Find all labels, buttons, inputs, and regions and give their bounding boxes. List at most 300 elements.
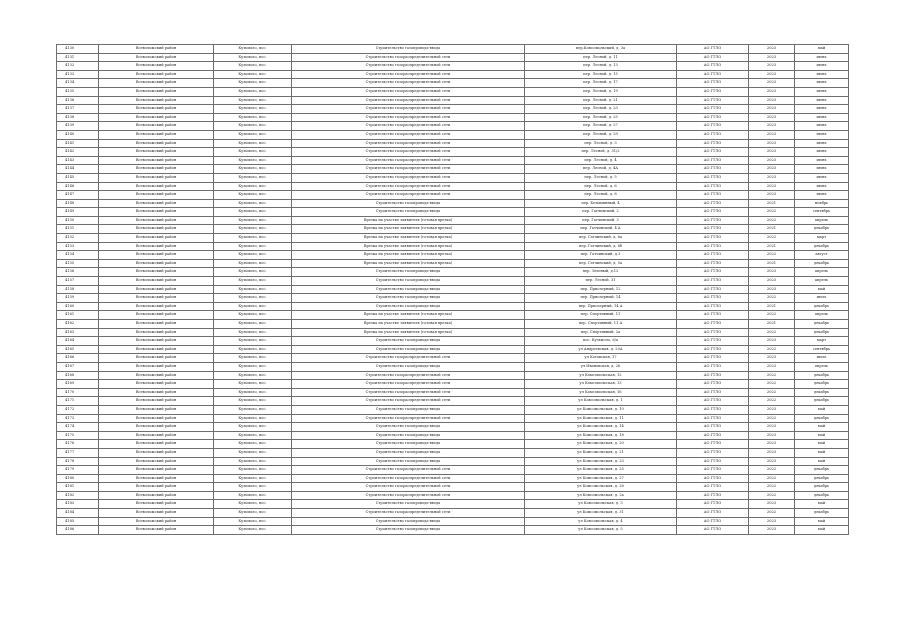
work-type-cell: Строительство газораспределительной сети bbox=[292, 79, 525, 88]
table-row bbox=[57, 474, 849, 483]
organization-cell: АО ГТЛО bbox=[677, 414, 749, 423]
organization-cell: АО ГТЛО bbox=[677, 199, 749, 208]
table-row bbox=[57, 457, 849, 466]
district-cell: Всеволожский район bbox=[99, 45, 214, 54]
address-cell: ул Комсомольская, д. 28 bbox=[525, 483, 677, 492]
row-number: 4167 bbox=[57, 362, 99, 371]
organization-cell: АО ГТЛО bbox=[677, 130, 749, 139]
row-number: 4163 bbox=[57, 328, 99, 337]
work-type-cell: Строительство газораспределительной сети bbox=[292, 474, 525, 483]
address-cell: пер. Лесной, д. 23 bbox=[525, 105, 677, 114]
row-number: 4153 bbox=[57, 242, 99, 251]
table-row bbox=[57, 62, 849, 71]
row-number: 4177 bbox=[57, 448, 99, 457]
row-number: 4157 bbox=[57, 277, 99, 286]
table-row bbox=[57, 277, 849, 286]
organization-cell: АО ГТЛО bbox=[677, 466, 749, 475]
address-cell: пер. Гатчинский, 3 bbox=[525, 216, 677, 225]
year-cell: 2023 bbox=[749, 423, 795, 432]
month-cell: июнь bbox=[795, 70, 849, 79]
organization-cell: АО ГТЛО bbox=[677, 294, 749, 303]
month-cell: декабрь bbox=[795, 414, 849, 423]
work-type-cell: Строительство газораспределительной сети bbox=[292, 397, 525, 406]
year-cell: 2023 bbox=[749, 148, 795, 157]
month-cell: июнь bbox=[795, 96, 849, 105]
row-number: 4181 bbox=[57, 483, 99, 492]
address-cell: пер. Лесной, д. 11 bbox=[525, 53, 677, 62]
table-row bbox=[57, 225, 849, 234]
district-cell: Всеволожский район bbox=[99, 457, 214, 466]
work-type-cell: Врезка на участке заявителя (готовая врезка) bbox=[292, 259, 525, 268]
district-cell: Всеволожский район bbox=[99, 302, 214, 311]
address-cell: пер. Лесной, д. 19 bbox=[525, 87, 677, 96]
work-type-cell: Строительство газопровода-ввода bbox=[292, 268, 525, 277]
table-row bbox=[57, 96, 849, 105]
row-number: 4175 bbox=[57, 431, 99, 440]
district-cell: Всеволожский район bbox=[99, 354, 214, 363]
address-cell: ул Андреевская, д. 20А bbox=[525, 345, 677, 354]
year-cell: 2023 bbox=[749, 405, 795, 414]
work-type-cell: Строительство газораспределительной сети bbox=[292, 354, 525, 363]
organization-cell: АО ГТЛО bbox=[677, 62, 749, 71]
district-cell: Всеволожский район bbox=[99, 139, 214, 148]
locality-cell: Кузьмоло, пос. bbox=[214, 148, 292, 157]
locality-cell: Кузьмоло, пос. bbox=[214, 182, 292, 191]
work-type-cell: Строительство газопровода-ввода bbox=[292, 431, 525, 440]
row-number: 4158 bbox=[57, 285, 99, 294]
row-number: 4176 bbox=[57, 440, 99, 449]
address-cell: пер. Приозерный, 12 bbox=[525, 285, 677, 294]
row-number: 4162 bbox=[57, 320, 99, 329]
row-number: 4174 bbox=[57, 423, 99, 432]
year-cell: 2023 bbox=[749, 96, 795, 105]
address-cell: пер. Гатчинский, д. 6б bbox=[525, 242, 677, 251]
table-row bbox=[57, 500, 849, 509]
year-cell: 2023 bbox=[749, 457, 795, 466]
year-cell: 2023 bbox=[749, 517, 795, 526]
address-cell: пер. Спортивный, 2а bbox=[525, 328, 677, 337]
table-row bbox=[57, 526, 849, 535]
work-type-cell: Строительство газораспределительной сети bbox=[292, 62, 525, 71]
address-cell: ул Комсомольская, д. 2а bbox=[525, 491, 677, 500]
work-type-cell: Строительство газопровода-ввода bbox=[292, 45, 525, 54]
work-type-cell: Строительство газопровода-ввода bbox=[292, 208, 525, 217]
locality-cell: Кузьмоло, пос. bbox=[214, 130, 292, 139]
month-cell: июнь bbox=[795, 148, 849, 157]
address-cell: пер. Гатчинский, д. 5а bbox=[525, 259, 677, 268]
month-cell: апрель bbox=[795, 277, 849, 286]
address-cell: пер. Лесной, д. 17 bbox=[525, 79, 677, 88]
row-number: 4144 bbox=[57, 165, 99, 174]
row-number: 4179 bbox=[57, 466, 99, 475]
year-cell: 2023 bbox=[749, 105, 795, 114]
organization-cell: АО ГТЛО bbox=[677, 268, 749, 277]
address-cell: ул Котовская, 17 bbox=[525, 354, 677, 363]
district-cell: Всеволожский район bbox=[99, 259, 214, 268]
work-type-cell: Строительство газопровода-ввода bbox=[292, 302, 525, 311]
year-cell: 2023 bbox=[749, 70, 795, 79]
month-cell: декабрь bbox=[795, 474, 849, 483]
locality-cell: Кузьмоло, пос. bbox=[214, 294, 292, 303]
row-number: 4185 bbox=[57, 517, 99, 526]
work-type-cell: Строительство газопровода-ввода bbox=[292, 345, 525, 354]
address-cell: ул Комсомольская, 16 bbox=[525, 388, 677, 397]
table-row bbox=[57, 302, 849, 311]
locality-cell: Кузьмоло, пос. bbox=[214, 87, 292, 96]
year-cell: 2023 bbox=[749, 277, 795, 286]
year-cell: 2022 bbox=[749, 414, 795, 423]
organization-cell: АО ГТЛО bbox=[677, 483, 749, 492]
table-row bbox=[57, 362, 849, 371]
row-number: 4160 bbox=[57, 302, 99, 311]
locality-cell: Кузьмоло, пос. bbox=[214, 423, 292, 432]
organization-cell: АО ГТЛО bbox=[677, 328, 749, 337]
year-cell: 2023 bbox=[749, 182, 795, 191]
address-cell: пер. Лесной, д. 29 bbox=[525, 130, 677, 139]
locality-cell: Кузьмоло, пос. bbox=[214, 105, 292, 114]
row-number: 4161 bbox=[57, 311, 99, 320]
work-type-cell: Строительство газораспределительной сети bbox=[292, 96, 525, 105]
table-row bbox=[57, 397, 849, 406]
organization-cell: АО ГТЛО bbox=[677, 216, 749, 225]
work-type-cell: Строительство газораспределительной сети bbox=[292, 483, 525, 492]
district-cell: Всеволожский район bbox=[99, 173, 214, 182]
table-row bbox=[57, 139, 849, 148]
row-number: 4143 bbox=[57, 156, 99, 165]
table-row bbox=[57, 182, 849, 191]
work-type-cell: Строительство газораспределительной сети bbox=[292, 105, 525, 114]
year-cell: 2023 bbox=[749, 130, 795, 139]
table-row bbox=[57, 79, 849, 88]
work-type-cell: Строительство газораспределительной сети bbox=[292, 509, 525, 518]
month-cell: июнь bbox=[795, 139, 849, 148]
locality-cell: Кузьмоло, пос. bbox=[214, 354, 292, 363]
work-type-cell: Врезка на участке заявителя (готовая врезка) bbox=[292, 311, 525, 320]
locality-cell: Кузьмоло, пос. bbox=[214, 371, 292, 380]
table-row bbox=[57, 337, 849, 346]
organization-cell: АО ГТЛО bbox=[677, 45, 749, 54]
organization-cell: АО ГТЛО bbox=[677, 440, 749, 449]
year-cell: 2021 bbox=[749, 242, 795, 251]
work-type-cell: Строительство газопровода-ввода bbox=[292, 337, 525, 346]
work-type-cell: Строительство газораспределительной сети bbox=[292, 122, 525, 131]
year-cell: 2022 bbox=[749, 294, 795, 303]
row-number: 4139 bbox=[57, 122, 99, 131]
year-cell: 2021 bbox=[749, 259, 795, 268]
locality-cell: Кузьмоло, пос. bbox=[214, 448, 292, 457]
month-cell: апрель bbox=[795, 216, 849, 225]
district-cell: Всеволожский район bbox=[99, 242, 214, 251]
month-cell: декабрь bbox=[795, 302, 849, 311]
district-cell: Всеволожский район bbox=[99, 423, 214, 432]
locality-cell: Кузьмоло, пос. bbox=[214, 242, 292, 251]
organization-cell: АО ГТЛО bbox=[677, 526, 749, 535]
month-cell: декабрь bbox=[795, 388, 849, 397]
year-cell: 2023 bbox=[749, 500, 795, 509]
district-cell: Всеволожский район bbox=[99, 156, 214, 165]
organization-cell: АО ГТЛО bbox=[677, 165, 749, 174]
year-cell: 2023 bbox=[749, 268, 795, 277]
organization-cell: АО ГТЛО bbox=[677, 423, 749, 432]
locality-cell: Кузьмоло, пос. bbox=[214, 311, 292, 320]
year-cell: 2022 bbox=[749, 466, 795, 475]
district-cell: Всеволожский район bbox=[99, 414, 214, 423]
work-type-cell: Строительство газораспределительной сети bbox=[292, 173, 525, 182]
district-cell: Всеволожский район bbox=[99, 234, 214, 243]
year-cell: 2023 bbox=[749, 45, 795, 54]
organization-cell: АО ГТЛО bbox=[677, 105, 749, 114]
year-cell: 2022 bbox=[749, 208, 795, 217]
work-type-cell: Строительство газораспределительной сети bbox=[292, 491, 525, 500]
address-cell: пер. Лесной, 31 bbox=[525, 277, 677, 286]
address-cell: пер. Лесной, д. 27 bbox=[525, 122, 677, 131]
locality-cell: Кузьмоло, пос. bbox=[214, 388, 292, 397]
locality-cell: Кузьмоло, пос. bbox=[214, 509, 292, 518]
organization-cell: АО ГТЛО bbox=[677, 380, 749, 389]
year-cell: 2023 bbox=[749, 285, 795, 294]
month-cell: июнь bbox=[795, 53, 849, 62]
address-cell: ул Комсомольская, д. 27 bbox=[525, 474, 677, 483]
table-row bbox=[57, 466, 849, 475]
table-row bbox=[57, 259, 849, 268]
district-cell: Всеволожский район bbox=[99, 500, 214, 509]
district-cell: Всеволожский район bbox=[99, 87, 214, 96]
district-cell: Всеволожский район bbox=[99, 440, 214, 449]
locality-cell: Кузьмоло, пос. bbox=[214, 113, 292, 122]
district-cell: Всеволожский район bbox=[99, 320, 214, 329]
table-row bbox=[57, 448, 849, 457]
organization-cell: АО ГТЛО bbox=[677, 431, 749, 440]
organization-cell: АО ГТЛО bbox=[677, 337, 749, 346]
locality-cell: Кузьмоло, пос. bbox=[214, 474, 292, 483]
document-sheet bbox=[56, 44, 848, 535]
work-type-cell: Строительство газопровода-ввода bbox=[292, 440, 525, 449]
month-cell: июль bbox=[795, 294, 849, 303]
table-row bbox=[57, 87, 849, 96]
work-type-cell: Строительство газопровода-ввода bbox=[292, 362, 525, 371]
row-number: 4133 bbox=[57, 70, 99, 79]
month-cell: май bbox=[795, 448, 849, 457]
table-row bbox=[57, 431, 849, 440]
district-cell: Всеволожский район bbox=[99, 311, 214, 320]
locality-cell: Кузьмоло, пос. bbox=[214, 70, 292, 79]
work-type-cell: Строительство газопровода-ввода bbox=[292, 500, 525, 509]
address-cell: ул Комсомольская, д. 31 bbox=[525, 509, 677, 518]
organization-cell: АО ГТЛО bbox=[677, 148, 749, 157]
table-row bbox=[57, 311, 849, 320]
district-cell: Всеволожский район bbox=[99, 79, 214, 88]
row-number: 4168 bbox=[57, 371, 99, 380]
address-cell: ул Комсомольская, д. 20 bbox=[525, 440, 677, 449]
address-cell: пер. Спортивный, 11 А bbox=[525, 320, 677, 329]
year-cell: 2022 bbox=[749, 234, 795, 243]
row-number: 4146 bbox=[57, 182, 99, 191]
month-cell: июнь bbox=[795, 105, 849, 114]
address-cell: пер. Безымянный, 4 bbox=[525, 199, 677, 208]
work-type-cell: Строительство газораспределительной сети bbox=[292, 388, 525, 397]
month-cell: декабрь bbox=[795, 225, 849, 234]
year-cell: 2023 bbox=[749, 526, 795, 535]
locality-cell: Кузьмоло, пос. bbox=[214, 405, 292, 414]
year-cell: 2023 bbox=[749, 440, 795, 449]
year-cell: 2023 bbox=[749, 431, 795, 440]
locality-cell: Кузьмоло, пос. bbox=[214, 208, 292, 217]
month-cell: июнь bbox=[795, 113, 849, 122]
address-cell: ул Комсомольская, д. 3 bbox=[525, 500, 677, 509]
organization-cell: АО ГТЛО bbox=[677, 388, 749, 397]
locality-cell: Кузьмоло, пос. bbox=[214, 53, 292, 62]
year-cell: 2023 bbox=[749, 79, 795, 88]
work-type-cell: Строительство газопровода-ввода bbox=[292, 526, 525, 535]
row-number: 4171 bbox=[57, 397, 99, 406]
address-cell: пер. Лесной, д. 4А bbox=[525, 165, 677, 174]
year-cell: 2022 bbox=[749, 371, 795, 380]
address-cell: ул Комсомольская, д. 5 bbox=[525, 526, 677, 535]
month-cell: декабрь bbox=[795, 259, 849, 268]
organization-cell: АО ГТЛО bbox=[677, 491, 749, 500]
month-cell: июнь bbox=[795, 62, 849, 71]
row-number: 4154 bbox=[57, 251, 99, 260]
address-cell: пер. Приозерный, 14 А bbox=[525, 302, 677, 311]
district-cell: Всеволожский район bbox=[99, 148, 214, 157]
district-cell: Всеволожский район bbox=[99, 405, 214, 414]
work-type-cell: Строительство газораспределительной сети bbox=[292, 165, 525, 174]
year-cell: 2022 bbox=[749, 216, 795, 225]
month-cell: декабрь bbox=[795, 509, 849, 518]
year-cell: 2022 bbox=[749, 483, 795, 492]
row-number: 4147 bbox=[57, 191, 99, 200]
district-cell: Всеволожский район bbox=[99, 130, 214, 139]
locality-cell: Кузьмоло, пос. bbox=[214, 251, 292, 260]
row-number: 4166 bbox=[57, 354, 99, 363]
district-cell: Всеволожский район bbox=[99, 268, 214, 277]
table-row bbox=[57, 199, 849, 208]
row-number: 4137 bbox=[57, 105, 99, 114]
year-cell: 2023 bbox=[749, 122, 795, 131]
organization-cell: АО ГТЛО bbox=[677, 500, 749, 509]
district-cell: Всеволожский район bbox=[99, 285, 214, 294]
organization-cell: АО ГТЛО bbox=[677, 311, 749, 320]
month-cell: декабрь bbox=[795, 242, 849, 251]
address-cell: пер. Зеленый, д.12 bbox=[525, 268, 677, 277]
work-type-cell: Строительство газораспределительной сети bbox=[292, 148, 525, 157]
organization-cell: АО ГТЛО bbox=[677, 405, 749, 414]
locality-cell: Кузьмоло, пос. bbox=[214, 517, 292, 526]
table-row bbox=[57, 45, 849, 54]
organization-cell: АО ГТЛО bbox=[677, 208, 749, 217]
year-cell: 2023 bbox=[749, 87, 795, 96]
work-type-cell: Строительство газораспределительной сети bbox=[292, 380, 525, 389]
district-cell: Всеволожский район bbox=[99, 191, 214, 200]
year-cell: 2023 bbox=[749, 448, 795, 457]
organization-cell: АО ГТЛО bbox=[677, 182, 749, 191]
month-cell: декабрь bbox=[795, 466, 849, 475]
work-type-cell: Строительство газопровода-ввода bbox=[292, 405, 525, 414]
district-cell: Всеволожский район bbox=[99, 53, 214, 62]
address-cell: ул Комсомольская, 13 bbox=[525, 380, 677, 389]
district-cell: Всеволожский район bbox=[99, 277, 214, 286]
table-row bbox=[57, 328, 849, 337]
district-cell: Всеволожский район bbox=[99, 328, 214, 337]
row-number: 4180 bbox=[57, 474, 99, 483]
organization-cell: АО ГТЛО bbox=[677, 474, 749, 483]
row-number: 4141 bbox=[57, 139, 99, 148]
table-row bbox=[57, 285, 849, 294]
table-row bbox=[57, 53, 849, 62]
month-cell: июнь bbox=[795, 122, 849, 131]
table-row bbox=[57, 440, 849, 449]
organization-cell: АО ГТЛО bbox=[677, 320, 749, 329]
table-row bbox=[57, 354, 849, 363]
district-cell: Всеволожский район bbox=[99, 388, 214, 397]
organization-cell: АО ГТЛО bbox=[677, 156, 749, 165]
address-cell: пер. Гатчинский, д.3 bbox=[525, 251, 677, 260]
organization-cell: АО ГТЛО bbox=[677, 53, 749, 62]
organization-cell: АО ГТЛО bbox=[677, 139, 749, 148]
month-cell: май bbox=[795, 405, 849, 414]
table-row bbox=[57, 294, 849, 303]
table-row bbox=[57, 345, 849, 354]
organization-cell: АО ГТЛО bbox=[677, 448, 749, 457]
locality-cell: Кузьмоло, пос. bbox=[214, 234, 292, 243]
locality-cell: Кузьмоло, пос. bbox=[214, 62, 292, 71]
year-cell: 2023 bbox=[749, 354, 795, 363]
work-type-cell: Строительство газопровода-ввода bbox=[292, 199, 525, 208]
organization-cell: АО ГТЛО bbox=[677, 277, 749, 286]
work-type-cell: Строительство газораспределительной сети bbox=[292, 139, 525, 148]
year-cell: 2022 bbox=[749, 311, 795, 320]
year-cell: 2022 bbox=[749, 474, 795, 483]
work-type-cell: Врезка на участке заявителя (готовая врезка) bbox=[292, 251, 525, 260]
table-row bbox=[57, 148, 849, 157]
table-row bbox=[57, 388, 849, 397]
table-row bbox=[57, 405, 849, 414]
month-cell: декабрь bbox=[795, 328, 849, 337]
address-cell: ул Комсомольская, д. 25 bbox=[525, 466, 677, 475]
table-row bbox=[57, 113, 849, 122]
month-cell: март bbox=[795, 337, 849, 346]
work-type-cell: Врезка на участке заявителя (готовая врезка) bbox=[292, 242, 525, 251]
row-number: 4134 bbox=[57, 79, 99, 88]
district-cell: Всеволожский район bbox=[99, 371, 214, 380]
district-cell: Всеволожский район bbox=[99, 483, 214, 492]
year-cell: 2022 bbox=[749, 380, 795, 389]
address-cell: пер.Комсомольский, д. 3а bbox=[525, 45, 677, 54]
year-cell: 2023 bbox=[749, 362, 795, 371]
organization-cell: АО ГТЛО bbox=[677, 509, 749, 518]
organization-cell: АО ГТЛО bbox=[677, 397, 749, 406]
locality-cell: Кузьмоло, пос. bbox=[214, 500, 292, 509]
month-cell: июнь bbox=[795, 79, 849, 88]
district-cell: Всеволожский район bbox=[99, 362, 214, 371]
organization-cell: АО ГТЛО bbox=[677, 251, 749, 260]
month-cell: май bbox=[795, 45, 849, 54]
year-cell: 2023 bbox=[749, 337, 795, 346]
address-cell: ул Комсомольская, д. 23 bbox=[525, 457, 677, 466]
month-cell: май bbox=[795, 500, 849, 509]
work-type-cell: Врезка на участке заявителя (готовая врезка) bbox=[292, 234, 525, 243]
work-type-cell: Строительство газопровода-ввода bbox=[292, 457, 525, 466]
row-number: 4186 bbox=[57, 526, 99, 535]
table-row bbox=[57, 268, 849, 277]
address-cell: пер. Лесной, д. 4 bbox=[525, 156, 677, 165]
table-row bbox=[57, 320, 849, 329]
row-number: 4172 bbox=[57, 405, 99, 414]
year-cell: 2023 bbox=[749, 191, 795, 200]
work-type-cell: Строительство газораспределительной сети bbox=[292, 87, 525, 96]
month-cell: май bbox=[795, 423, 849, 432]
month-cell: декабрь bbox=[795, 371, 849, 380]
